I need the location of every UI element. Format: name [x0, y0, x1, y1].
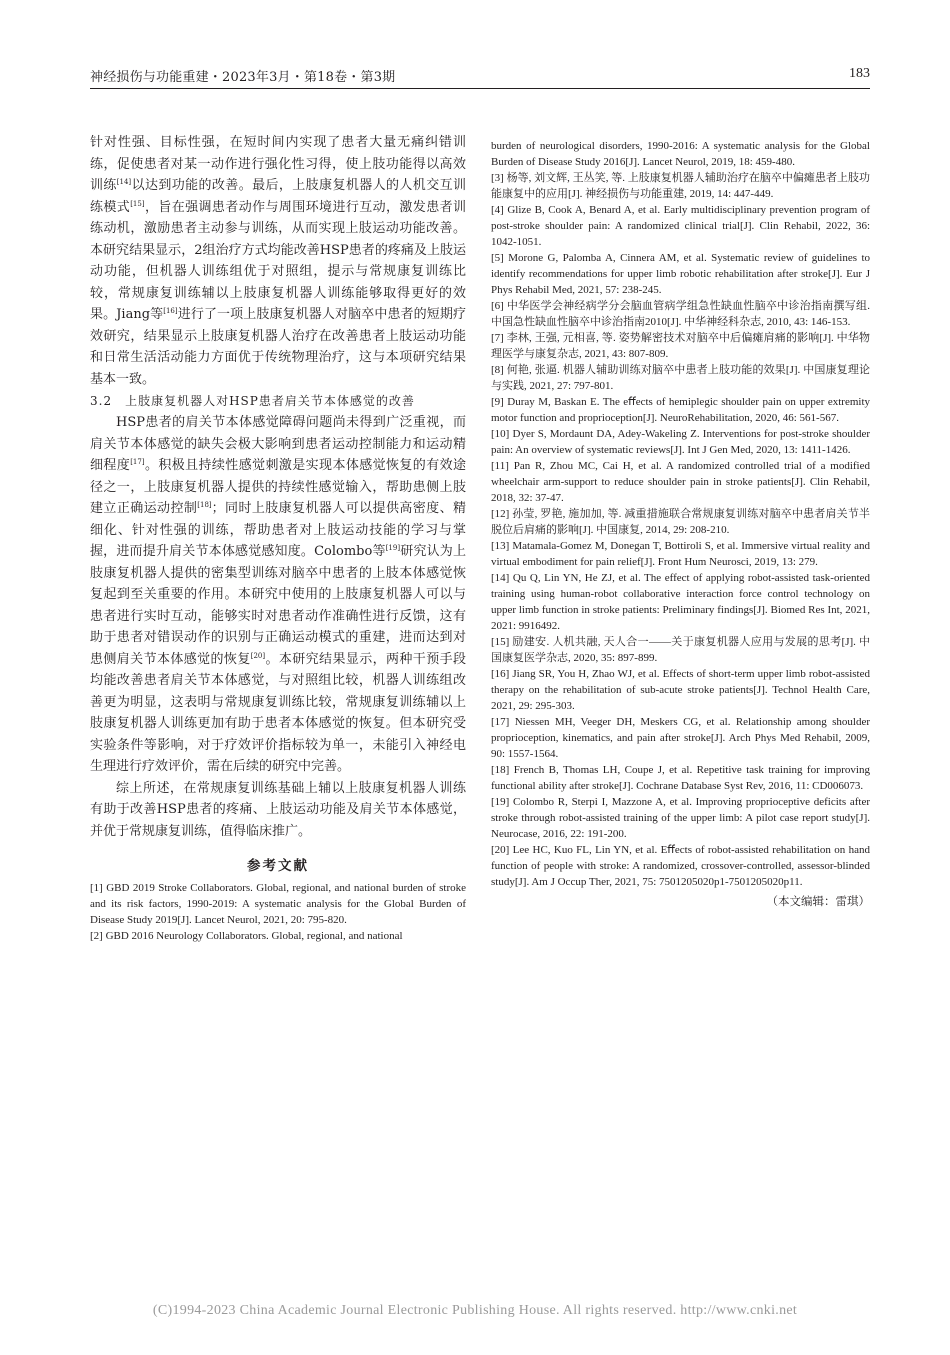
- conclusion-paragraph: 综上所述，在常规康复训练基础上辅以上肢康复机器人训练有助于改善HSP患者的疼痛、上肢运动功能及肩关节本体感觉，并优于常规康复训练，值得临床推广。: [90, 780, 466, 839]
- reference-item: [3] 杨等, 刘文辉, 王丛笑, 等. 上肢康复机器人辅助治疗在脑卒中偏瘫患者上肢功能康复中的应用[J]. 神经损伤与功能重建, 2019, 14: 447-449.: [491, 172, 870, 200]
- citation[interactable]: [20]: [250, 651, 266, 660]
- reference-item: [2] GBD 2016 Neurology Collaborators. Global, regional, and national: [90, 930, 403, 942]
- reference-item: burden of neurological disorders, 1990-2016: A systematic analysis for the Global Burden of Disease Study 2016[J]. Lancet Neurol, 2019, 18: 459-480.: [491, 140, 870, 168]
- section-heading: 3.2 上肢康复机器人对HSP患者肩关节本体感觉的改善: [90, 394, 415, 408]
- reference-item: [8] 何艳, 张逼. 机器人辅助训练对脑卒中患者上肢功能的效果[J]. 中国康复理论与实践, 2021, 27: 797-801.: [491, 364, 870, 392]
- references-list-right: [491, 138, 870, 890]
- reference-item: [14] Qu Q, Lin YN, He ZJ, et al. The effect of applying robot-assisted task-oriented training using human-robot collaborative interaction force control technology on upper limb function in stroke patients: Preliminary findings[J]. Biomed Res Int, 2021, 2021: 9916492.: [491, 572, 870, 632]
- discussion-paragraph-2: HSP患者的肩关节本体感觉障碍问题尚未得到广泛重视，而肩关节本体感觉的缺失会极大影响到患者运动控制能力和运动精细程度[17]。积极且持续性感觉刺激是实现本体感觉恢复的有效途径之一，上肢康复机器人提供的持续性感觉输入，帮助患侧上肢建立正确运动控制[18]；同时上肢康复机器人可以提供高密度、精细化、针对性强的训练，帮助患者对上肢运动技能的学习与掌握，进而提升肩关节本体感觉感知度。Colombo等[19]研究认为上肢康复机器人提供的密集型训练对脑卒中患者的上肢本体感觉恢复起到至关重要的作用。本研究中使用的上肢康复机器人可以与患者进行实时互动，能够实时对患者动作准确性进行反馈，这有助于患者对错误动作的识别与正确运动模式的重建，进而达到对患侧肩关节本体感觉的恢复[20]。本研究结果显示，两种干预手段均能改善患者肩关节本体感觉，与对照组比较，机器人训练组改善更为明显，这表明与常规康复训练比较，常规康复训练辅以上肢康复机器人训练更加有助于患者本体感觉的恢复。但本研究受实验条件等影响，对于疗效评价指标较为单一，未能引入神经电生理进行疗效评价，需在后续的研究中完善。: [90, 415, 466, 774]
- right-column: [491, 138, 870, 909]
- reference-item: [20] Lee HC, Kuo FL, Lin YN, et al. Eﬀects of robot-assisted rehabilitation on hand function of people with stroke: A randomized, crossover-controlled, assessor-blinded study[J]. Am J Occup Ther, 2021, 75: 7501205020p1-7501205020p11.: [491, 844, 870, 888]
- reference-item: [7] 李林, 王强, 元相喜, 等. 姿势解密技术对脑卒中后偏瘫肩痛的影响[J]. 中华物理医学与康复杂志, 2021, 43: 807-809.: [491, 332, 870, 360]
- references-title: 参考文献: [247, 858, 309, 874]
- page-number: 183: [849, 66, 870, 81]
- references-list-left: [90, 880, 466, 944]
- reference-item: [5] Morone G, Palomba A, Cinnera AM, et al. Systematic review of guidelines to identify recommendations for upper limb robotic rehabilitation after stroke[J]. Eur J Phys Rehabil Med, 2021, 57: 238-245.: [491, 252, 870, 296]
- reference-item: [11] Pan R, Zhou MC, Cai H, et al. A randomized controlled trial of a modified wheelchair arm-support to reduce shoulder pain in stroke patients[J]. Clin Rehabil, 2018, 32: 37-47.: [491, 460, 870, 504]
- reference-item: [15] 励建安. 人机共融, 天人合一——关于康复机器人应用与发展的思考[J]. 中国康复医学杂志, 2020, 35: 897-899.: [491, 636, 870, 664]
- reference-item: [17] Niessen MH, Veeger DH, Meskers CG, et al. Relationship among shoulder proprioception, kinematics, and pain after stroke[J]. Arch Phys Med Rehabil, 2009, 90: 1557-1564.: [491, 716, 870, 760]
- reference-item: [19] Colombo R, Sterpi I, Mazzone A, et al. Improving proprioceptive deficits after stroke through robot-assisted training of the upper limb: A pilot case report study[J]. Neurocase, 2016, 22: 191-200.: [491, 796, 870, 840]
- journal-title: 神经损伤与功能重建・2023年3月・第18卷・第3期: [90, 70, 396, 85]
- copyright-footer: (C)1994-2023 China Academic Journal Electronic Publishing House. All rights reserved. http://www.cnki.net: [152, 1303, 798, 1318]
- reference-item: [13] Matamala-Gomez M, Donegan T, Bottiroli S, et al. Immersive virtual reality and virtual embodiment for pain relief[J]. Front Hum Neurosci, 2019, 13: 279.: [491, 540, 870, 568]
- reference-item: [12] 孙莹, 罗艳, 施加加, 等. 减重措施联合常规康复训练对脑卒中患者肩关节半脱位后肩痛的影响[J]. 中国康复, 2014, 29: 208-210.: [491, 508, 870, 536]
- reference-item: [18] French B, Thomas LH, Coupe J, et al. Repetitive task training for improving functional ability after stroke[J]. Cochrane Database Syst Rev, 2016, 11: CD006073.: [491, 764, 870, 792]
- running-header: [90, 64, 870, 89]
- reference-item: [9] Duray M, Baskan E. The eﬀects of hemiplegic shoulder pain on upper extremity motor function and proprioception[J]. NeuroRehabilitation, 2020, 46: 561-567.: [491, 396, 870, 424]
- citation[interactable]: [15]: [130, 199, 145, 208]
- editor-note: （本文编辑：雷琪）: [766, 894, 870, 908]
- reference-item: [10] Dyer S, Mordaunt DA, Adey-Wakeling Z. Interventions for post-stroke shoulder pain: An overview of systematic reviews[J]. Int J Gen Med, 2020, 13: 1411-1426.: [491, 428, 870, 456]
- citation[interactable]: [18]: [197, 501, 212, 509]
- citation[interactable]: [16]: [163, 307, 178, 315]
- left-column: [90, 132, 466, 944]
- discussion-paragraph-1: 针对性强、目标性强，在短时间内实现了患者大量无痛纠错训练，促使患者对某一动作进行强化性习得，使上肢功能得以高效训练[14]以达到功能的改善。最后，上肢康复机器人的人机交互训练模式[15]，旨在强调患者动作与周围环境进行互动，激发患者训练动机，激励患者主动参与训练，从而实现上肢运动功能改善。本研究结果显示，2组治疗方式均能改善HSP患者的疼痛及上肢运动功能，但机器人训练组优于对照组，提示与常规康复训练比较，常规康复训练辅以上肢康复机器人训练能够取得更好的效果。Jiang等[16]进行了一项上肢康复机器人对脑卒中患者的短期疗效研究，结果显示上肢康复机器人治疗在改善患者上肢运动功能和日常生活活动能力方面优于传统物理治疗，这与本项研究结果基本一致。: [90, 135, 466, 387]
- reference-item: [1] GBD 2019 Stroke Collaborators. Global, regional, and national burden of stroke and its risk factors, 1990-2019: A systematic analysis for the Global Burden of Disease Study 2019[J]. Lancet Neurol, 2021, 20: 795-820.: [90, 882, 466, 926]
- citation[interactable]: [19]: [385, 544, 401, 552]
- reference-item: [4] Glize B, Cook A, Benard A, et al. Early multidisciplinary prevention program of post-stroke shoulder pain: A randomized clinical trial[J]. Clin Rehabil, 2022, 36: 1042-1051.: [491, 204, 870, 248]
- citation[interactable]: [17]: [130, 458, 145, 466]
- reference-item: [6] 中华医学会神经病学分会脑血管病学组急性缺血性脑卒中诊治指南撰写组. 中国急性缺血性脑卒中诊治指南2010[J]. 中华神经科杂志, 2010, 43: 146-153.: [491, 300, 870, 328]
- reference-item: [16] Jiang SR, You H, Zhao WJ, et al. Effects of short-term upper limb robot-assisted therapy on the rehabilitation of sub-acute stroke patients[J]. Technol Health Care, 2021, 29: 295-303.: [491, 668, 870, 712]
- citation[interactable]: [14]: [116, 178, 132, 186]
